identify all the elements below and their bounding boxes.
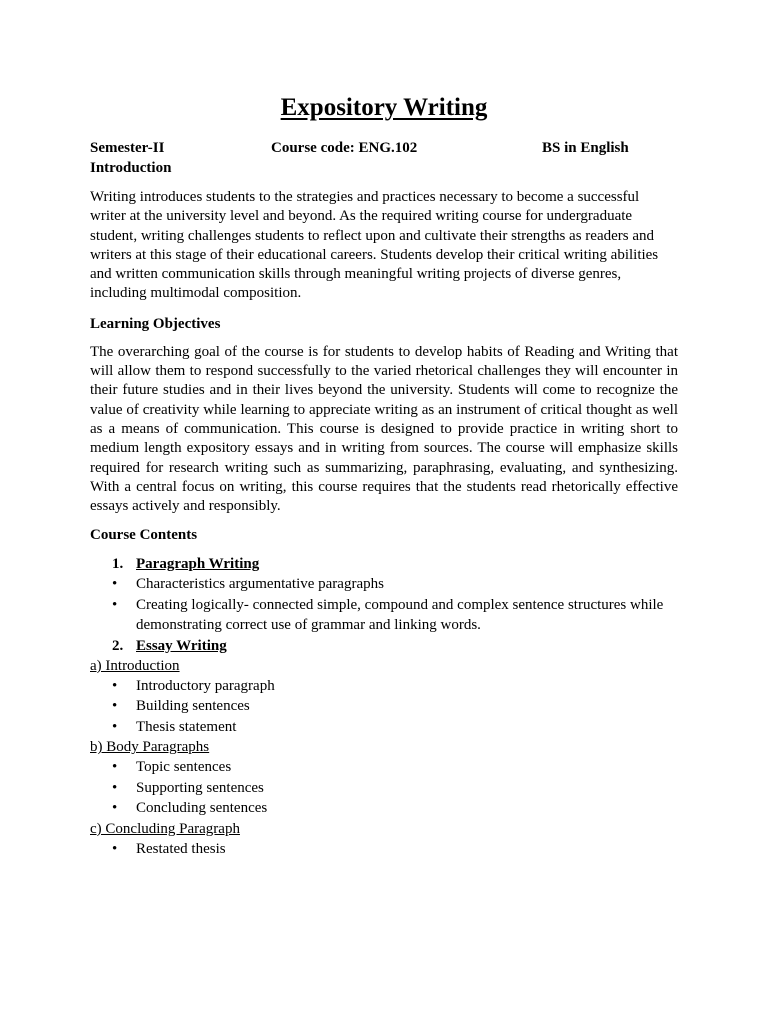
list-item bbox=[90, 717, 678, 738]
introduction-list bbox=[90, 676, 678, 738]
subsection-body-label: b) Body Paragraphs bbox=[90, 739, 210, 756]
list-item-text: Thesis statement bbox=[136, 718, 237, 735]
section-number: 2. bbox=[112, 637, 124, 654]
body-paragraphs-list bbox=[90, 757, 678, 819]
introduction-heading: Introduction bbox=[90, 160, 172, 176]
list-item bbox=[90, 839, 678, 860]
course-contents-heading: Course Contents bbox=[90, 527, 198, 544]
list-item-text: Characteristics argumentative paragraphs bbox=[136, 576, 384, 593]
paragraph-writing-list bbox=[90, 574, 678, 636]
bullet-icon: • bbox=[112, 840, 118, 857]
program-label: BS in English bbox=[542, 140, 629, 156]
objectives-paragraph: The overarching goal of the course is for students to develop habits of Reading and Writing that will allow them to respond successfully to the varied rhetorical challenges they will encounter in their future studies and in their lives beyond the university. Students will come to recognize the value of creativity while learning to appreciate writing as an instrument of critical thought as well as a means of communication. This course is designed to provide practice in writing short to medium length expository essays and in writing from sources. The course will emphasize skills required for research writing such as summarizing, paraphrasing, evaluating, and synthesizing. With a central focus on writing, this course requires that the students read rhetorically effective essays actively and responsibly. bbox=[90, 343, 678, 515]
list-item bbox=[90, 696, 678, 717]
list-item bbox=[90, 676, 678, 697]
introduction-paragraph: Writing introduces students to the strategies and practices necessary to become a successful writer at the university level and beyond. As the required writing course for undergraduate student, writing challenges students to reflect upon and cultivate their strengths as readers and writers at this stage of their educational careers. Students develop their critical writing abilities and written communication skills through meaningful writing projects of diverse genres, including multimodal composition. bbox=[90, 189, 659, 302]
course-code-label: Course code: ENG.102 bbox=[271, 140, 418, 156]
list-item bbox=[90, 574, 678, 595]
section-title: Essay Writing bbox=[136, 637, 227, 654]
section-paragraph-writing bbox=[90, 554, 678, 574]
subsection-concluding-label: c) Concluding Paragraph bbox=[90, 820, 240, 837]
list-item bbox=[90, 778, 678, 799]
bullet-icon: • bbox=[112, 677, 118, 694]
bullet-icon: • bbox=[112, 596, 118, 613]
bullet-icon: • bbox=[112, 759, 118, 776]
section-title: Paragraph Writing bbox=[136, 556, 260, 573]
course-meta-row bbox=[90, 138, 678, 158]
semester-label: Semester-II bbox=[90, 140, 165, 156]
list-item bbox=[90, 798, 678, 819]
bullet-icon: • bbox=[112, 576, 118, 593]
bullet-icon: • bbox=[112, 779, 118, 796]
objectives-heading: Learning Objectives bbox=[90, 315, 221, 332]
document-title: Expository Writing bbox=[280, 94, 488, 121]
subsection-introduction-label: a) Introduction bbox=[90, 657, 180, 674]
bullet-icon: • bbox=[112, 698, 118, 715]
list-item-text: Concluding sentences bbox=[136, 800, 268, 817]
list-item-text: Topic sentences bbox=[136, 759, 232, 776]
list-item-text: Building sentences bbox=[136, 698, 250, 715]
concluding-list bbox=[90, 839, 678, 860]
bullet-icon: • bbox=[112, 800, 118, 817]
section-number: 1. bbox=[112, 556, 124, 573]
list-item bbox=[90, 757, 678, 778]
list-item-text: Supporting sentences bbox=[136, 779, 264, 796]
section-essay-writing bbox=[90, 636, 678, 656]
list-item-text: Restated thesis bbox=[136, 840, 226, 857]
list-item bbox=[90, 595, 678, 636]
document-page bbox=[90, 92, 678, 859]
list-item-text: Creating logically- connected simple, compound and complex sentence structures while demonstrating correct use of grammar and linking words. bbox=[136, 596, 664, 634]
bullet-icon: • bbox=[112, 718, 118, 735]
list-item-text: Introductory paragraph bbox=[136, 677, 275, 694]
